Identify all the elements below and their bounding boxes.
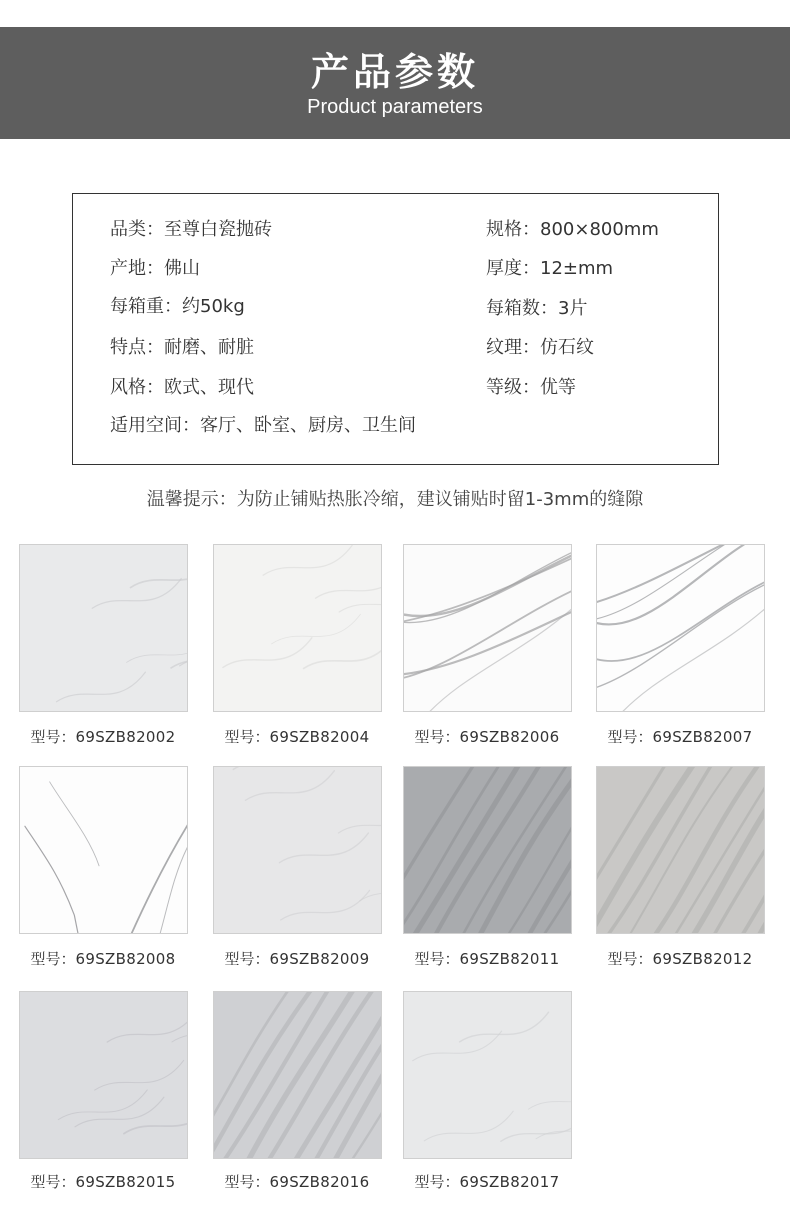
tile-swatch-image <box>403 991 572 1159</box>
model-prefix: 型号： <box>414 1173 460 1191</box>
tile-swatch-image <box>213 544 382 712</box>
model-number: 69SZB82009 <box>269 950 370 968</box>
model-number: 69SZB82016 <box>269 1173 370 1191</box>
model-number: 69SZB82006 <box>459 728 560 746</box>
page-subtitle: Product parameters <box>307 96 483 118</box>
tile-swatch-image <box>403 544 572 712</box>
model-number: 69SZB82004 <box>269 728 370 746</box>
tile-model-label <box>8 726 198 747</box>
tile-model-label <box>202 726 392 747</box>
model-number: 69SZB82012 <box>652 950 753 968</box>
tile-model-label <box>8 1171 198 1192</box>
param-features: 特点：耐磨、耐脏 <box>110 337 254 358</box>
model-number: 69SZB82017 <box>459 1173 560 1191</box>
model-prefix: 型号： <box>30 1173 76 1191</box>
param-style: 风格：欧式、现代 <box>110 377 254 398</box>
tile-model-label <box>202 1171 392 1192</box>
model-prefix: 型号： <box>414 728 460 746</box>
model-prefix: 型号： <box>30 950 76 968</box>
param-texture: 纹理：仿石纹 <box>486 337 594 358</box>
model-prefix: 型号： <box>224 1173 270 1191</box>
param-spaces: 适用空间：客厅、卧室、厨房、卫生间 <box>110 415 416 436</box>
model-prefix: 型号： <box>30 728 76 746</box>
model-number: 69SZB82002 <box>75 728 176 746</box>
tile-model-label <box>392 726 582 747</box>
header-banner <box>0 27 790 139</box>
tile-swatch-image <box>596 544 765 712</box>
tile-swatch-image <box>19 544 188 712</box>
param-category: 品类：至尊白瓷抛砖 <box>110 219 272 240</box>
model-number: 69SZB82007 <box>652 728 753 746</box>
parameters-box <box>72 193 719 465</box>
tile-swatch-image <box>19 766 188 934</box>
tile-model-label <box>392 948 582 969</box>
model-prefix: 型号： <box>224 728 270 746</box>
model-prefix: 型号： <box>224 950 270 968</box>
model-number: 69SZB82015 <box>75 1173 176 1191</box>
tile-model-label <box>585 948 775 969</box>
tile-swatch-image <box>213 766 382 934</box>
tile-model-label <box>202 948 392 969</box>
param-grade: 等级：优等 <box>486 377 576 398</box>
param-thickness: 厚度：12±mm <box>486 258 614 279</box>
param-origin: 产地：佛山 <box>110 258 200 279</box>
tile-swatch-image <box>403 766 572 934</box>
page-title: 产品参数 <box>310 50 479 94</box>
model-prefix: 型号： <box>607 950 653 968</box>
tile-swatch-image <box>596 766 765 934</box>
installation-tip: 温馨提示：为防止铺贴热胀冷缩，建议铺贴时留1-3mm的缝隙 <box>146 489 644 510</box>
tile-swatch-image <box>19 991 188 1159</box>
tile-model-label <box>585 726 775 747</box>
model-prefix: 型号： <box>414 950 460 968</box>
model-number: 69SZB82011 <box>459 950 560 968</box>
tile-model-label <box>392 1171 582 1192</box>
tile-model-label <box>8 948 198 969</box>
param-pieces-per-box: 每箱数：3片 <box>486 298 588 319</box>
model-prefix: 型号： <box>607 728 653 746</box>
model-number: 69SZB82008 <box>75 950 176 968</box>
param-box-weight: 每箱重：约50kg <box>110 296 245 317</box>
param-size: 规格：800×800mm <box>486 219 659 240</box>
tile-swatch-image <box>213 991 382 1159</box>
